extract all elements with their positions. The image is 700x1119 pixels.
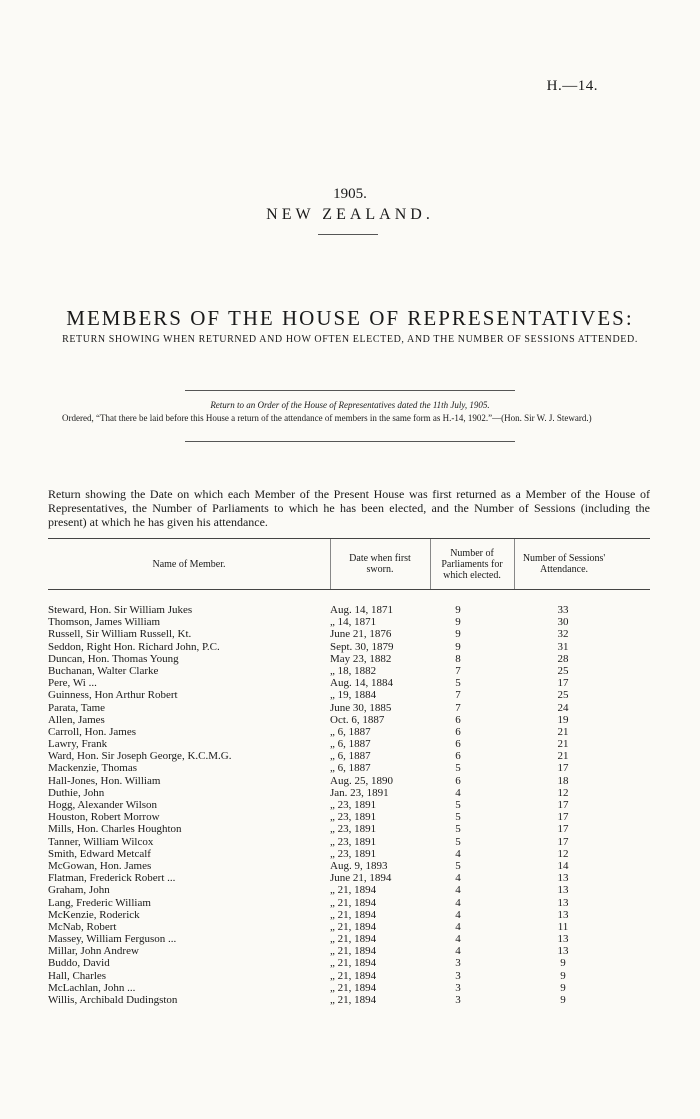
date-first-sworn: „ 21, 1894 xyxy=(330,981,377,994)
parliaments-count: 5 xyxy=(455,799,461,811)
date-first-sworn: „ 21, 1894 xyxy=(330,896,377,909)
member-name: McGowan, Hon. James xyxy=(48,859,152,872)
date-first-sworn: „ 6, 1887 xyxy=(330,762,371,775)
table-row xyxy=(48,750,650,762)
parliaments-count: 6 xyxy=(455,725,461,738)
date-first-sworn: Aug. 14, 1871 xyxy=(330,604,393,616)
parliaments-count: 3 xyxy=(455,981,461,994)
parliaments-count: 6 xyxy=(455,750,461,763)
table-row xyxy=(48,775,650,787)
sessions-count: 9 xyxy=(560,957,566,970)
member-name: Buddo, David xyxy=(48,957,110,970)
sessions-count: 13 xyxy=(557,884,569,897)
parliaments-count: 3 xyxy=(455,994,461,1006)
date-first-sworn: „ 21, 1894 xyxy=(330,994,377,1006)
sessions-count: 12 xyxy=(557,786,569,799)
sessions-count: 17 xyxy=(557,762,569,775)
date-first-sworn: „ 23, 1891 xyxy=(330,799,377,811)
table-row xyxy=(48,738,650,750)
table-row xyxy=(48,811,650,823)
date-first-sworn: June 21, 1876 xyxy=(330,628,392,641)
table-row xyxy=(48,884,650,896)
parliaments-count: 9 xyxy=(455,604,461,616)
sessions-count: 21 xyxy=(557,750,569,763)
sessions-count: 13 xyxy=(557,933,569,946)
main-title: MEMBERS OF THE HOUSE OF REPRESENTATIVES: xyxy=(66,306,634,330)
member-name: Ward, Hon. Sir Joseph George, K.C.M.G. xyxy=(48,750,232,763)
date-first-sworn: „ 21, 1894 xyxy=(330,884,377,897)
date-first-sworn: June 21, 1894 xyxy=(330,872,392,885)
date-first-sworn: June 30, 1885 xyxy=(330,701,392,714)
heading-rule xyxy=(318,234,378,235)
members-table xyxy=(48,538,650,1006)
parliaments-count: 4 xyxy=(455,896,461,909)
sessions-count: 17 xyxy=(557,677,569,690)
parliaments-count: 4 xyxy=(455,884,461,897)
sessions-count: 33 xyxy=(557,604,569,616)
document-reference: H.—14. xyxy=(546,78,598,94)
date-first-sworn: „ 21, 1894 xyxy=(330,933,377,946)
header-sessions: Number of Sessions' Attendance. xyxy=(522,553,606,575)
date-first-sworn: May 23, 1882 xyxy=(330,652,392,665)
table-row xyxy=(48,848,650,860)
member-name: McNab, Robert xyxy=(48,920,117,933)
parliaments-count: 6 xyxy=(455,738,461,751)
country-heading: NEW ZEALAND. xyxy=(266,206,434,223)
parliaments-count: 4 xyxy=(455,786,461,799)
member-name: McKenzie, Roderick xyxy=(48,908,140,921)
member-name: Massey, William Ferguson ... xyxy=(48,933,177,946)
table-row xyxy=(48,677,650,689)
date-first-sworn: „ 6, 1887 xyxy=(330,750,371,763)
table-row xyxy=(48,799,650,811)
date-first-sworn: „ 18, 1882 xyxy=(330,664,377,677)
sessions-count: 19 xyxy=(557,713,569,726)
member-name: Willis, Archibald Dudingston xyxy=(48,994,178,1006)
member-name: Lang, Frederic William xyxy=(48,896,151,909)
table-row xyxy=(48,604,650,616)
sessions-count: 21 xyxy=(557,738,569,751)
date-first-sworn: „ 21, 1894 xyxy=(330,920,377,933)
date-first-sworn: „ 6, 1887 xyxy=(330,725,371,738)
sessions-count: 24 xyxy=(557,701,569,714)
date-first-sworn: „ 23, 1891 xyxy=(330,847,377,860)
table-row xyxy=(48,982,650,994)
date-first-sworn: „ 21, 1894 xyxy=(330,969,377,982)
member-name: Tanner, William Wilcox xyxy=(48,835,154,848)
date-first-sworn: „ 21, 1894 xyxy=(330,957,377,970)
date-first-sworn: „ 23, 1891 xyxy=(330,811,377,824)
table-row xyxy=(48,641,650,653)
date-first-sworn: „ 14, 1871 xyxy=(330,616,377,629)
sessions-count: 21 xyxy=(557,725,569,738)
member-name: Smith, Edward Metcalf xyxy=(48,847,151,860)
parliaments-count: 3 xyxy=(455,969,461,982)
return-description: Return showing the Date on which each Member of the Present House was first returned as a Member of the House of Representatives, the Number of Parliaments to which he has been elected, and the Number of Sessions (including the present) at which he has given his attendance. xyxy=(48,487,650,529)
date-first-sworn: Aug. 9, 1893 xyxy=(330,859,388,872)
sessions-count: 18 xyxy=(557,774,569,787)
parliaments-count: 7 xyxy=(455,664,461,677)
header-date: Date when first sworn. xyxy=(349,553,411,575)
member-name: Thomson, James William xyxy=(48,616,161,629)
sessions-count: 13 xyxy=(557,896,569,909)
date-first-sworn: Aug. 14, 1884 xyxy=(330,677,393,690)
member-name: Hogg, Alexander Wilson xyxy=(48,799,158,811)
sessions-count: 11 xyxy=(557,920,569,933)
date-first-sworn: „ 23, 1891 xyxy=(330,823,377,836)
member-name: Parata, Tame xyxy=(48,701,106,714)
member-name: Duncan, Hon. Thomas Young xyxy=(48,652,179,665)
table-row xyxy=(48,653,650,665)
member-name: Hall-Jones, Hon. William xyxy=(48,774,161,787)
member-name: Mills, Hon. Charles Houghton xyxy=(48,823,182,836)
header-name: Name of Member. xyxy=(152,558,226,570)
date-first-sworn: Aug. 25, 1890 xyxy=(330,774,393,787)
date-first-sworn: Sept. 30, 1879 xyxy=(330,640,394,653)
member-name: Lawry, Frank xyxy=(48,738,108,751)
member-name: Pere, Wi ... xyxy=(48,677,97,690)
member-name: Steward, Hon. Sir William Jukes xyxy=(48,604,193,616)
order-reference: Return to an Order of the House of Representatives dated the 11th July, 1905. xyxy=(210,400,490,410)
table-row xyxy=(48,714,650,726)
parliaments-count: 4 xyxy=(455,945,461,958)
date-first-sworn: „ 23, 1891 xyxy=(330,835,377,848)
order-text: Ordered, “That there be laid before this House a return of the attendance of members in the same form as H.-14, 1902.”—(Hon. Sir W. J. Steward.) xyxy=(62,413,592,423)
parliaments-count: 3 xyxy=(455,957,461,970)
member-name: Duthie, John xyxy=(48,786,105,799)
table-row xyxy=(48,909,650,921)
table-row xyxy=(48,702,650,714)
table-row xyxy=(48,872,650,884)
table-row xyxy=(48,897,650,909)
table-row xyxy=(48,860,650,872)
sessions-count: 28 xyxy=(557,652,569,665)
table-row xyxy=(48,945,650,957)
date-first-sworn: Jan. 23, 1891 xyxy=(330,786,389,799)
table-row xyxy=(48,994,650,1006)
table-row xyxy=(48,957,650,969)
parliaments-count: 5 xyxy=(455,859,461,872)
table-row xyxy=(48,726,650,738)
table-row xyxy=(48,921,650,933)
document-year: 1905. xyxy=(333,186,367,202)
subtitle: RETURN SHOWING WHEN RETURNED AND HOW OFTEN ELECTED, AND THE NUMBER OF SESSIONS ATTENDED. xyxy=(62,334,638,345)
table-row xyxy=(48,665,650,677)
sessions-count: 25 xyxy=(557,689,569,702)
sessions-count: 9 xyxy=(560,994,566,1006)
table-row xyxy=(48,787,650,799)
table-row xyxy=(48,762,650,774)
order-top-rule xyxy=(185,390,515,391)
table-row xyxy=(48,616,650,628)
date-first-sworn: „ 6, 1887 xyxy=(330,738,371,751)
member-name: Millar, John Andrew xyxy=(48,945,139,958)
parliaments-count: 7 xyxy=(455,689,461,702)
order-bottom-rule xyxy=(185,441,515,442)
parliaments-count: 9 xyxy=(455,616,461,629)
sessions-count: 9 xyxy=(560,969,566,982)
member-name: Allen, James xyxy=(48,713,105,726)
member-name: Buchanan, Walter Clarke xyxy=(48,664,159,677)
table-row xyxy=(48,823,650,835)
table-header xyxy=(48,538,650,590)
table-row xyxy=(48,933,650,945)
table-row xyxy=(48,970,650,982)
sessions-count: 17 xyxy=(557,811,569,824)
table-row xyxy=(48,836,650,848)
date-first-sworn: „ 21, 1894 xyxy=(330,945,377,958)
parliaments-count: 9 xyxy=(455,628,461,641)
sessions-count: 17 xyxy=(557,823,569,836)
parliaments-count: 4 xyxy=(455,847,461,860)
parliaments-count: 5 xyxy=(455,823,461,836)
member-name: Graham, John xyxy=(48,884,110,897)
parliaments-count: 5 xyxy=(455,677,461,690)
member-name: Hall, Charles xyxy=(48,969,107,982)
parliaments-count: 4 xyxy=(455,908,461,921)
table-row xyxy=(48,689,650,701)
sessions-count: 14 xyxy=(557,859,569,872)
parliaments-count: 4 xyxy=(455,933,461,946)
member-name: Carroll, Hon. James xyxy=(48,725,136,738)
member-name: Seddon, Right Hon. Richard John, P.C. xyxy=(48,640,220,653)
parliaments-count: 8 xyxy=(455,652,461,665)
date-first-sworn: „ 19, 1884 xyxy=(330,689,377,702)
sessions-count: 17 xyxy=(557,835,569,848)
table-body xyxy=(48,604,650,1006)
sessions-count: 30 xyxy=(557,616,569,629)
parliaments-count: 7 xyxy=(455,701,461,714)
date-first-sworn: Oct. 6, 1887 xyxy=(330,713,385,726)
sessions-count: 25 xyxy=(557,664,569,677)
parliaments-count: 9 xyxy=(455,640,461,653)
parliaments-count: 5 xyxy=(455,762,461,775)
parliaments-count: 5 xyxy=(455,835,461,848)
sessions-count: 13 xyxy=(557,872,569,885)
header-parliaments: Number of Parliaments for which elected. xyxy=(441,547,503,581)
sessions-count: 9 xyxy=(560,981,566,994)
member-name: Flatman, Frederick Robert ... xyxy=(48,872,176,885)
member-name: Guinness, Hon Arthur Robert xyxy=(48,689,178,702)
sessions-count: 13 xyxy=(557,945,569,958)
member-name: Houston, Robert Morrow xyxy=(48,811,160,824)
date-first-sworn: „ 21, 1894 xyxy=(330,908,377,921)
sessions-count: 12 xyxy=(557,847,569,860)
parliaments-count: 6 xyxy=(455,713,461,726)
parliaments-count: 6 xyxy=(455,774,461,787)
parliaments-count: 4 xyxy=(455,872,461,885)
table-row xyxy=(48,628,650,640)
member-name: McLachlan, John ... xyxy=(48,981,136,994)
sessions-count: 31 xyxy=(557,640,569,653)
sessions-count: 32 xyxy=(557,628,569,641)
parliaments-count: 4 xyxy=(455,920,461,933)
parliaments-count: 5 xyxy=(455,811,461,824)
sessions-count: 17 xyxy=(557,799,569,811)
member-name: Mackenzie, Thomas xyxy=(48,762,137,775)
member-name: Russell, Sir William Russell, Kt. xyxy=(48,628,192,641)
sessions-count: 13 xyxy=(557,908,569,921)
